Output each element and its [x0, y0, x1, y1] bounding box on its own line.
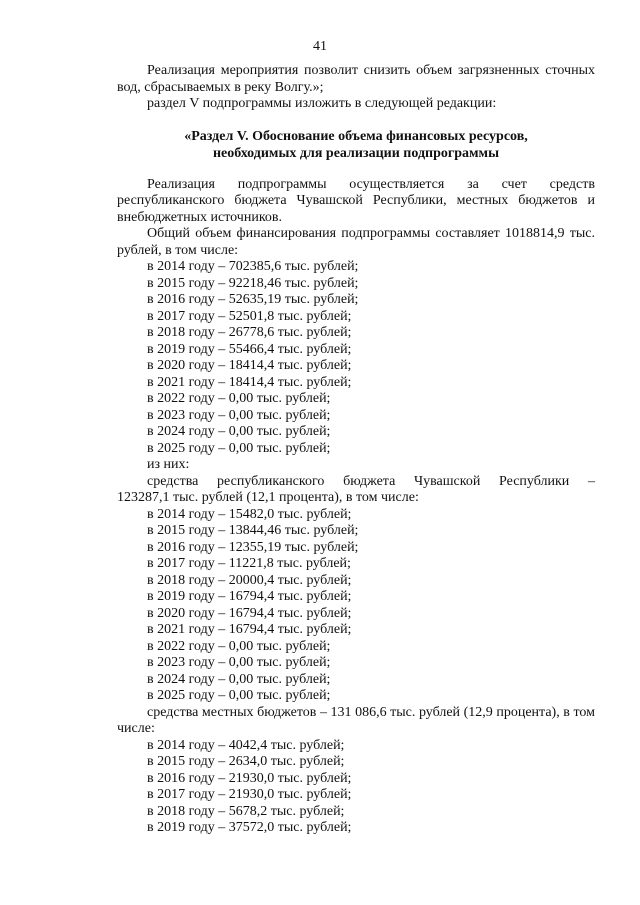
republic-budget-line-2: 123287,1 тыс. рублей (12,1 процента), в том числе:	[117, 490, 419, 505]
list-item: в 2016 году – 21930,0 тыс. рублей;	[147, 770, 352, 786]
republic-by-year-list	[117, 507, 595, 705]
list-item: в 2018 году – 5678,2 тыс. рублей;	[147, 803, 345, 819]
republic-budget-line-1: средства республиканского бюджета Чувашской Республики –	[147, 473, 595, 489]
list-item: в 2020 году – 18414,4 тыс. рублей;	[147, 358, 352, 373]
list-item: в 2015 году – 13844,46 тыс. рублей;	[147, 523, 359, 538]
list-item: в 2020 году – 16794,4 тыс. рублей;	[147, 605, 352, 621]
list-item: в 2018 году – 20000,4 тыс. рублей;	[147, 572, 352, 588]
list-item: в 2016 году – 52635,19 тыс. рублей;	[147, 292, 359, 307]
total-by-year-list	[117, 259, 595, 457]
list-item: в 2017 году – 52501,8 тыс. рублей;	[147, 308, 352, 324]
list-item: в 2016 году – 12355,19 тыс. рублей;	[147, 539, 359, 555]
list-item: в 2021 году – 18414,4 тыс. рублей;	[147, 374, 352, 390]
list-item: в 2022 году – 0,00 тыс. рублей;	[147, 391, 331, 406]
list-item: в 2023 году – 0,00 тыс. рублей;	[147, 407, 331, 423]
list-item: в 2019 году – 37572,0 тыс. рублей;	[147, 820, 352, 835]
list-item: в 2025 году – 0,00 тыс. рублей;	[147, 688, 331, 703]
intro-paragraph: Реализация мероприятия позволит снизить объем загрязненных сточных вод, сбрасываемых в реку Волгу.»;	[117, 63, 595, 95]
section-heading-line-2: необходимых для реализации подпрограммы	[212, 145, 500, 161]
list-item: в 2022 году – 0,00 тыс. рублей;	[147, 638, 331, 654]
list-item: в 2015 году – 2634,0 тыс. рублей;	[147, 754, 345, 769]
section-heading	[117, 128, 595, 162]
list-item: в 2015 году – 92218,46 тыс. рублей;	[147, 275, 359, 291]
local-budget-paragraph: средства местных бюджетов – 131 086,6 тыс. рублей (12,9 процента), в том числе:	[117, 704, 595, 736]
list-item: в 2025 году – 0,00 тыс. рублей;	[147, 440, 331, 456]
section-heading-line-1: «Раздел V. Обоснование объема финансовых ресурсов,	[184, 128, 528, 144]
list-item: в 2014 году – 15482,0 тыс. рублей;	[147, 506, 352, 522]
of-which-label: из них:	[147, 457, 190, 472]
list-item: в 2017 году – 11221,8 тыс. рублей;	[147, 556, 351, 571]
list-item: в 2014 году – 4042,4 тыс. рублей;	[147, 737, 345, 753]
local-by-year-list	[117, 738, 595, 837]
list-item: в 2023 году – 0,00 тыс. рублей;	[147, 655, 331, 670]
intro-instruction: раздел V подпрограммы изложить в следующей редакции:	[147, 96, 497, 111]
list-item: в 2014 году – 702385,6 тыс. рублей;	[147, 259, 359, 274]
total-paragraph: Общий объем финансирования подпрограммы составляет 1018814,9 тыс. рублей, в том числе:	[117, 226, 595, 258]
sources-paragraph: Реализация подпрограммы осуществляется за счет средств республиканского бюджета Чувашской Республики, местных бюджетов и внебюджетных источников.	[117, 176, 595, 225]
list-item: в 2019 году – 16794,4 тыс. рублей;	[147, 589, 352, 604]
list-item: в 2021 году – 16794,4 тыс. рублей;	[147, 622, 352, 637]
list-item: в 2019 году – 55466,4 тыс. рублей;	[147, 341, 352, 357]
list-item: в 2017 году – 21930,0 тыс. рублей;	[147, 787, 352, 802]
page-number: 41	[313, 39, 327, 54]
document-body	[117, 63, 595, 837]
list-item: в 2024 году – 0,00 тыс. рублей;	[147, 424, 331, 439]
list-item: в 2018 году – 26778,6 тыс. рублей;	[147, 325, 352, 340]
list-item: в 2024 году – 0,00 тыс. рублей;	[147, 671, 331, 687]
